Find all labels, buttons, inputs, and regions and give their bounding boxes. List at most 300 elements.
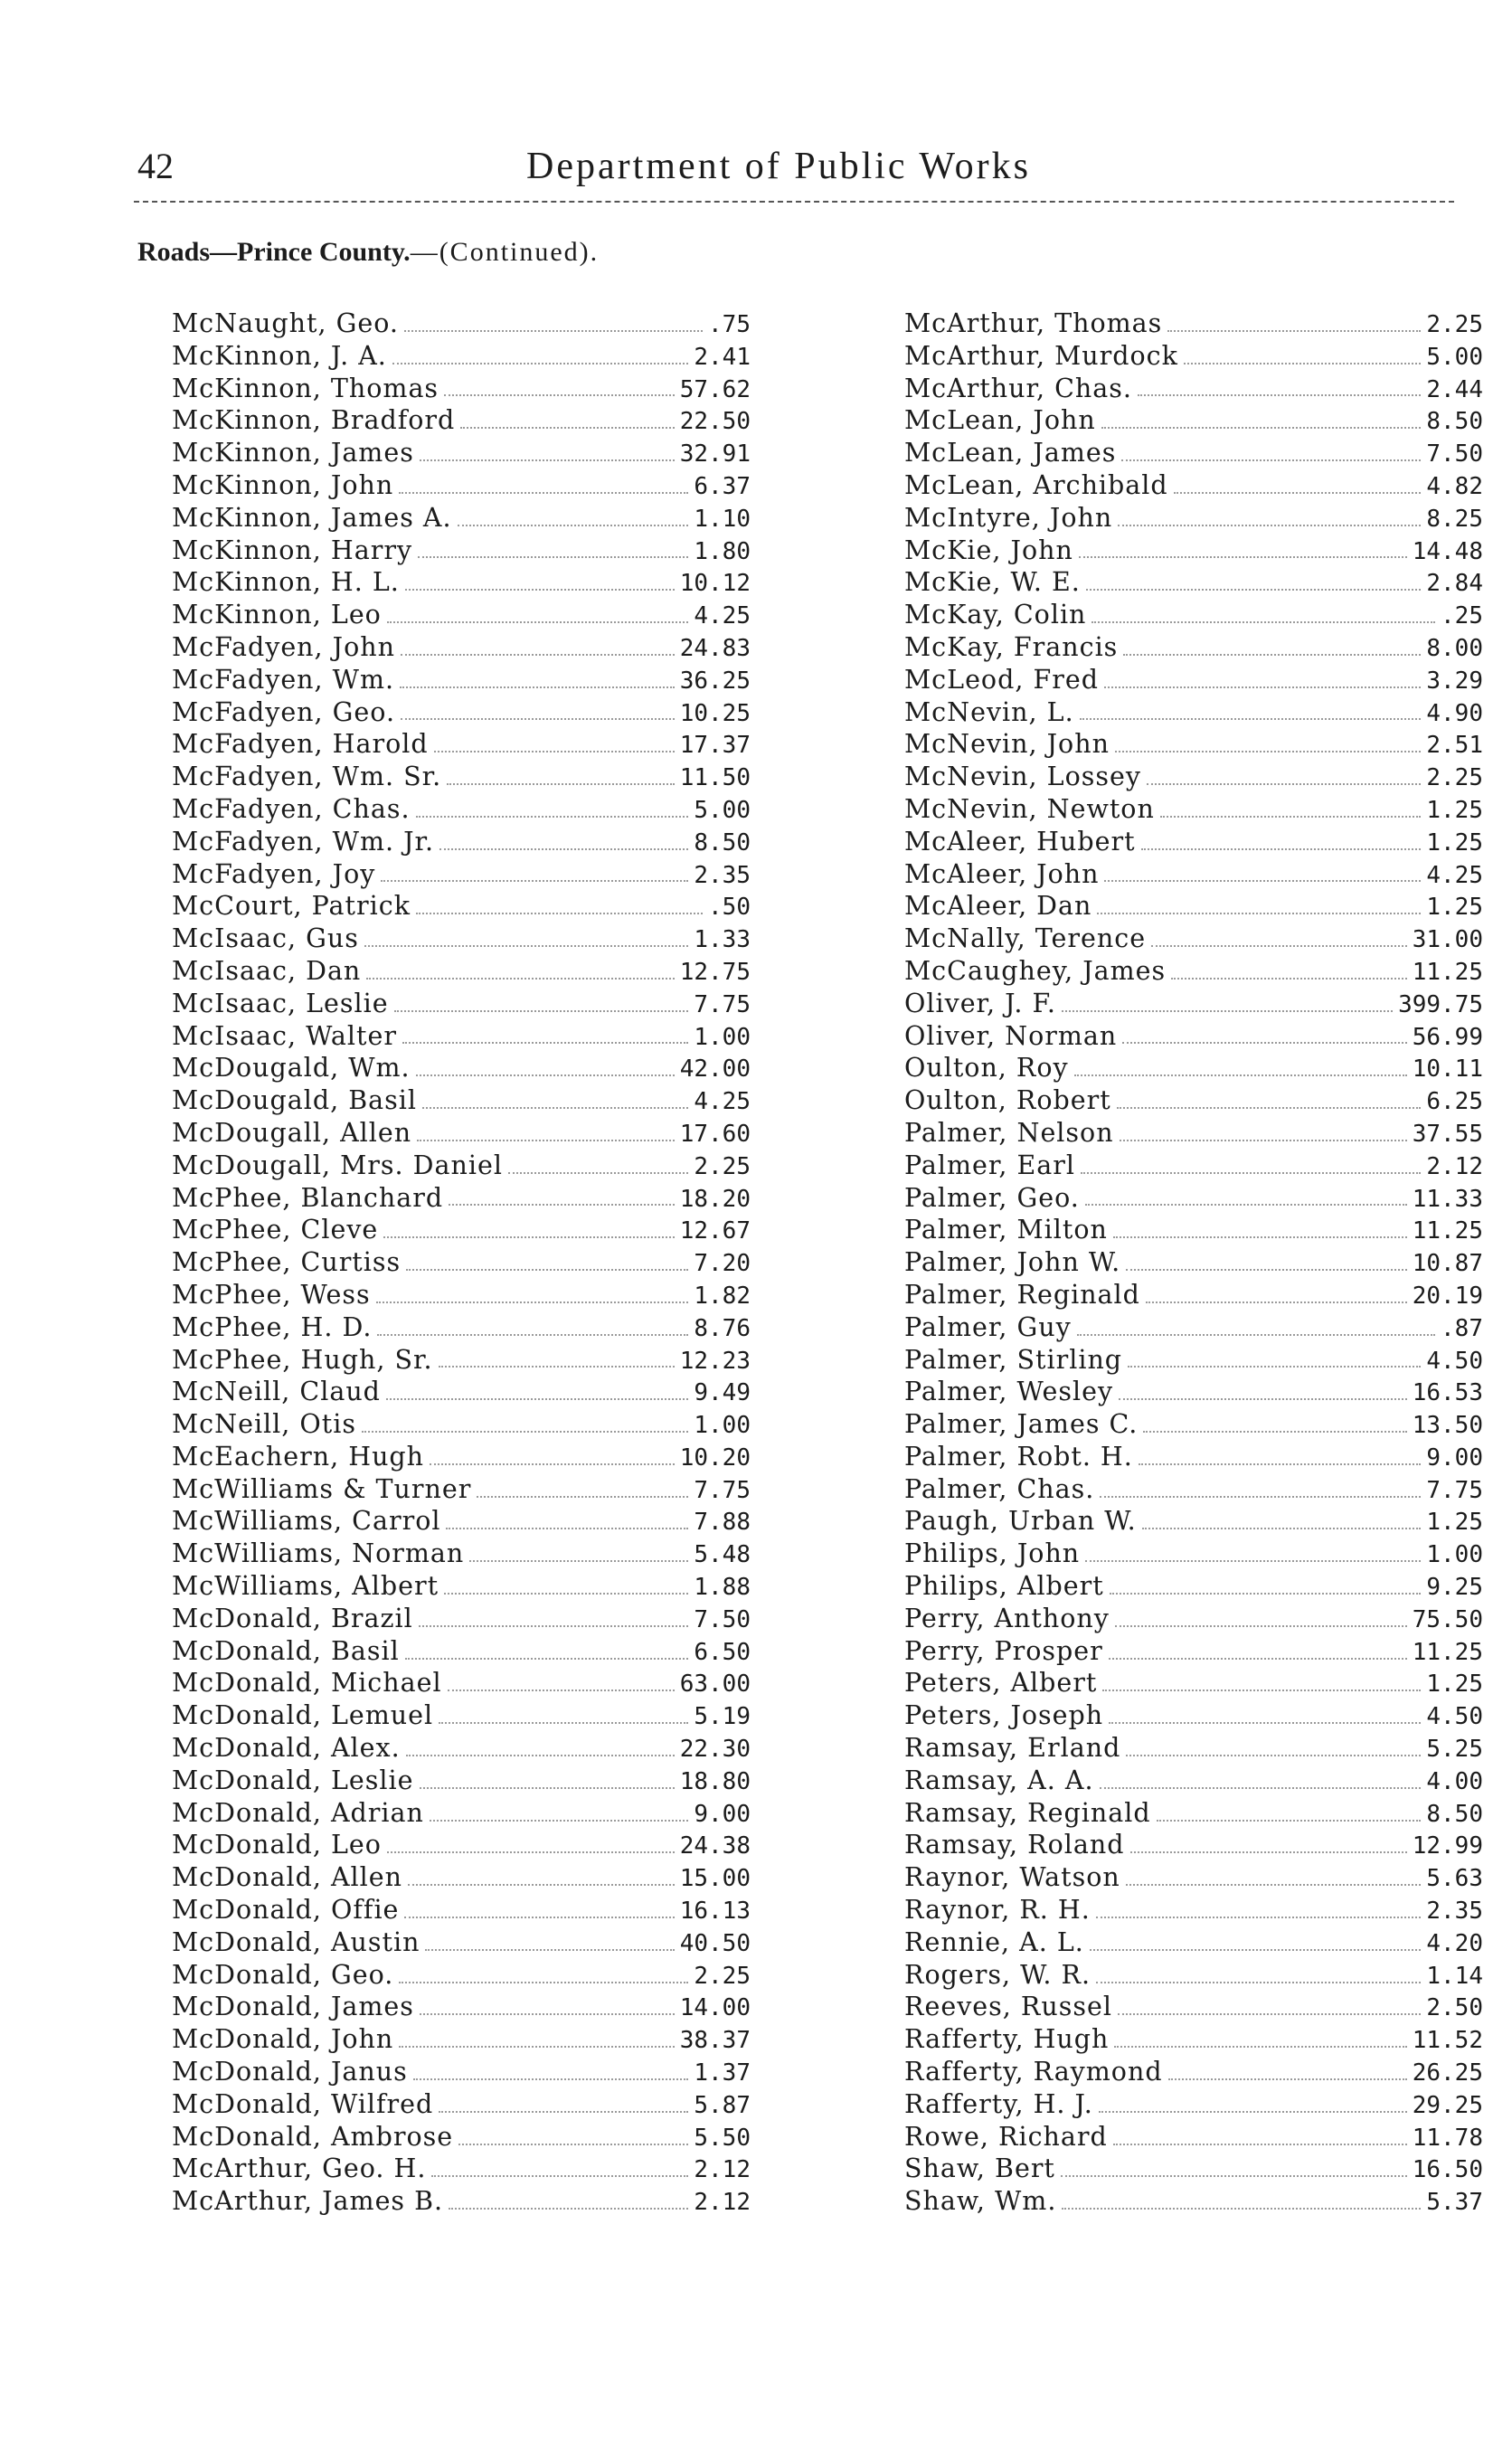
amount: .25: [1441, 602, 1483, 630]
amount: 2.35: [694, 861, 751, 889]
amount: 18.20: [679, 1185, 751, 1213]
dot-leader: [1100, 1496, 1421, 1498]
dot-leader: [399, 1982, 688, 1983]
list-item: [172, 1991, 751, 2023]
amount: 2.25: [694, 1962, 751, 1990]
dot-leader: [1130, 1851, 1407, 1853]
list-item: [172, 1603, 751, 1635]
dot-leader: [422, 1107, 688, 1109]
payee-name: McDonald, Brazil: [172, 1603, 413, 1633]
list-item: [172, 923, 751, 955]
payee-name: Peters, Joseph: [904, 1700, 1104, 1731]
list-item: [172, 1699, 751, 1732]
payee-name: McPhee, Curtiss: [172, 1247, 402, 1278]
amount: 1.10: [694, 505, 751, 533]
list-item: [904, 502, 1483, 535]
list-item: [904, 2153, 1483, 2185]
amount: 8.00: [1426, 634, 1483, 662]
list-item: [172, 761, 751, 793]
list-item: [904, 2088, 1483, 2121]
list-item: [904, 1861, 1483, 1894]
dot-leader: [394, 1010, 689, 1012]
dot-leader: [404, 330, 703, 332]
list-item: [172, 1667, 751, 1699]
amount: 63.00: [679, 1671, 751, 1699]
amount: 12.67: [679, 1217, 751, 1245]
payee-name: McKinnon, Bradford: [172, 405, 456, 436]
amount: 29.25: [1412, 2091, 1483, 2119]
payee-name: McDonald, Wilfred: [172, 2088, 434, 2119]
amount: 8.25: [1426, 505, 1483, 533]
payee-name: McKinnon, James A.: [172, 502, 452, 533]
payee-name: McNaught, Geo.: [172, 308, 399, 338]
dot-leader: [449, 1204, 675, 1206]
payee-name: Philips, John: [904, 1538, 1081, 1569]
list-item: [172, 696, 751, 729]
dot-leader: [1120, 1140, 1407, 1141]
list-item: [172, 1926, 751, 1959]
dot-leader: [444, 1593, 688, 1595]
payee-name: McFadyen, Geo.: [172, 696, 396, 727]
list-item: [904, 1538, 1483, 1570]
dot-leader: [1099, 2111, 1407, 2113]
payee-name: McArthur, Geo. H.: [172, 2153, 427, 2184]
amount: 16.13: [679, 1898, 751, 1926]
dot-leader: [1126, 1269, 1406, 1271]
dot-leader: [1119, 1398, 1407, 1400]
dot-leader: [399, 2046, 674, 2048]
payee-name: Philips, Albert: [904, 1571, 1104, 1602]
list-item: [904, 1344, 1483, 1377]
payee-name: McWilliams & Turner: [172, 1473, 472, 1504]
dot-leader: [406, 1755, 675, 1756]
amount: 5.50: [694, 2124, 751, 2152]
amount: 12.23: [679, 1347, 751, 1375]
dot-leader: [448, 1690, 675, 1691]
amount: 1.80: [694, 537, 751, 565]
amount: 2.35: [1426, 1898, 1483, 1926]
page-number: 42: [137, 146, 174, 186]
payee-name: McIsaac, Dan: [172, 955, 362, 986]
payee-name: McAleer, John: [904, 858, 1100, 889]
dot-leader: [1085, 1560, 1421, 1562]
section-title: [137, 237, 599, 268]
payee-name: Rafferty, H. J.: [904, 2088, 1093, 2119]
list-item: [172, 1214, 751, 1246]
payee-name: McIsaac, Leslie: [172, 988, 389, 1018]
payee-name: Perry, Prosper: [904, 1635, 1103, 1666]
list-item: [904, 2023, 1483, 2056]
list-item: [172, 2153, 751, 2185]
payee-name: Palmer, John W.: [904, 1247, 1121, 1278]
payee-name: McFadyen, Chas.: [172, 793, 411, 824]
amount: 6.37: [694, 472, 751, 500]
amount: 2.50: [1426, 1994, 1483, 2022]
amount: 4.20: [1426, 1929, 1483, 1957]
payee-name: McLean, James: [904, 438, 1117, 469]
amount: 7.75: [694, 990, 751, 1018]
amount: 36.25: [679, 667, 751, 695]
amount: 40.50: [679, 1929, 751, 1957]
amount: 12.99: [1412, 1832, 1483, 1860]
list-item: [172, 793, 751, 826]
payee-name: McFadyen, Wm.: [172, 664, 395, 695]
dot-leader: [1147, 783, 1421, 785]
payee-name: Oliver, Norman: [904, 1020, 1118, 1051]
payee-name: Ramsay, Reginald: [904, 1797, 1151, 1828]
dot-leader: [1090, 1949, 1422, 1951]
dot-leader: [430, 1820, 688, 1822]
amount: 10.12: [679, 570, 751, 598]
amount: 1.25: [1426, 796, 1483, 824]
dot-leader: [1110, 1593, 1422, 1595]
dot-leader: [392, 363, 689, 364]
list-item: [904, 2185, 1483, 2218]
payee-name: McFadyen, Joy: [172, 858, 376, 889]
amount: 20.19: [1412, 1282, 1483, 1310]
list-item: [904, 1020, 1483, 1053]
amount: 2.25: [1426, 764, 1483, 792]
payee-name: McKinnon, James: [172, 438, 414, 469]
dot-leader: [1168, 2078, 1407, 2080]
list-item: [172, 988, 751, 1020]
dot-leader: [469, 1560, 688, 1562]
list-item: [172, 728, 751, 761]
list-item: [904, 1150, 1483, 1182]
amount: 11.50: [679, 764, 751, 792]
list-item: [172, 2185, 751, 2218]
dot-leader: [1081, 1172, 1421, 1174]
amount: 1.37: [694, 2059, 751, 2087]
list-item: [172, 1052, 751, 1084]
payee-name: McKay, Francis: [904, 631, 1119, 662]
amount: 4.50: [1426, 1347, 1483, 1375]
payee-name: McFadyen, Harold: [172, 729, 429, 760]
list-item: [904, 599, 1483, 631]
list-item: [904, 1570, 1483, 1603]
list-item: [904, 1635, 1483, 1668]
list-item: [172, 955, 751, 988]
dot-leader: [418, 556, 688, 558]
list-item: [172, 469, 751, 502]
amount: 1.14: [1426, 1962, 1483, 1990]
dot-leader: [1146, 1301, 1407, 1303]
payee-name: Rowe, Richard: [904, 2121, 1108, 2152]
amount: 2.25: [1426, 311, 1483, 338]
section-heading: Roads—Prince County.: [137, 237, 411, 267]
list-item: [172, 1570, 751, 1603]
list-item: [904, 1246, 1483, 1279]
amount: 7.88: [694, 1509, 751, 1537]
list-item: [904, 1311, 1483, 1344]
dot-leader: [1079, 556, 1407, 558]
dot-leader: [1100, 1787, 1422, 1789]
dot-leader: [1109, 1658, 1407, 1660]
payee-name: McDonald, Offie: [172, 1895, 400, 1926]
dot-leader: [1142, 1528, 1422, 1529]
payee-name: McDougald, Basil: [172, 1085, 418, 1116]
dot-leader: [1114, 2046, 1406, 2048]
dot-leader: [381, 880, 688, 882]
list-item: [904, 1279, 1483, 1311]
list-item: [172, 2121, 751, 2153]
payee-name: Palmer, James C.: [904, 1409, 1139, 1440]
page-title: Department of Public Works: [526, 146, 1031, 187]
list-item: [904, 728, 1483, 761]
payee-name: McDonald, Ambrose: [172, 2121, 454, 2152]
list-item: [172, 1538, 751, 1570]
list-item: [172, 1797, 751, 1830]
list-item: [172, 664, 751, 696]
dot-leader: [444, 394, 675, 396]
dot-leader: [1160, 816, 1422, 818]
dot-leader: [419, 1625, 689, 1627]
amount: 17.60: [679, 1120, 751, 1148]
payee-name: McKie, John: [904, 535, 1073, 565]
dot-leader: [439, 1722, 688, 1724]
amount: 16.50: [1412, 2156, 1483, 2184]
payee-name: Palmer, Geo.: [904, 1182, 1080, 1213]
dot-leader: [1118, 525, 1421, 526]
continued-label: —(Continued).: [410, 237, 600, 267]
dot-leader: [1086, 589, 1422, 591]
dot-leader: [404, 1917, 674, 1918]
dot-leader: [420, 2013, 675, 2015]
payee-name: McNevin, John: [904, 729, 1110, 760]
dot-leader: [508, 1172, 688, 1174]
payee-name: Palmer, Wesley: [904, 1377, 1114, 1407]
list-item: [172, 535, 751, 567]
amount: 11.78: [1412, 2124, 1483, 2152]
list-item: [904, 1829, 1483, 1861]
amount: 57.62: [679, 375, 751, 403]
payee-name: McKinnon, Harry: [172, 535, 413, 565]
dot-leader: [405, 589, 675, 591]
amount: 4.25: [694, 1088, 751, 1116]
payee-name: McDonald, Geo.: [172, 1959, 394, 1990]
dot-leader: [417, 1140, 675, 1141]
dot-leader: [1101, 427, 1422, 429]
dot-leader: [458, 525, 689, 526]
list-item: [904, 1052, 1483, 1084]
dot-leader: [1062, 1010, 1393, 1012]
amount: 2.12: [1426, 1152, 1483, 1180]
list-item: [172, 1959, 751, 1992]
dot-leader: [1128, 1366, 1421, 1368]
amount: 8.50: [694, 828, 751, 857]
list-item: [172, 1408, 751, 1441]
amount: 7.50: [1426, 440, 1483, 469]
dot-leader: [1109, 1722, 1421, 1724]
amount: 9.00: [1426, 1443, 1483, 1472]
list-item: [904, 373, 1483, 405]
dot-leader: [1080, 718, 1422, 720]
list-item: [904, 1797, 1483, 1830]
dot-leader: [1104, 880, 1421, 882]
list-item: [172, 308, 751, 340]
payee-name: McLean, John: [904, 405, 1096, 436]
payee-name: McDougall, Mrs. Daniel: [172, 1150, 503, 1180]
dot-leader: [399, 492, 688, 494]
payee-name: Palmer, Chas.: [904, 1473, 1095, 1504]
amount: 38.37: [679, 2027, 751, 2055]
amount: 5.48: [694, 1541, 751, 1569]
payee-name: McFadyen, Wm. Jr.: [172, 826, 435, 857]
amount: 22.30: [679, 1736, 751, 1764]
payee-name: McKinnon, Thomas: [172, 373, 439, 403]
list-item: [904, 1182, 1483, 1215]
amount: 8.50: [1426, 1800, 1483, 1828]
payee-name: Palmer, Reginald: [904, 1279, 1140, 1310]
dot-leader: [416, 913, 703, 914]
list-item: [904, 858, 1483, 891]
dot-leader: [362, 1431, 688, 1433]
dot-leader: [1077, 1334, 1435, 1336]
amount: 1.00: [694, 1412, 751, 1440]
amount: 4.00: [1426, 1767, 1483, 1795]
list-item: [172, 373, 751, 405]
dot-leader: [1141, 848, 1422, 850]
dot-leader: [386, 1398, 688, 1400]
payee-name: McWilliams, Carrol: [172, 1506, 441, 1537]
amount: 10.20: [679, 1443, 751, 1472]
payee-name: McNeill, Claud: [172, 1377, 381, 1407]
dot-leader: [1104, 686, 1421, 688]
amount: 56.99: [1412, 1023, 1483, 1051]
payee-name: McDonald, Allen: [172, 1862, 403, 1893]
list-item: [904, 535, 1483, 567]
amount: 7.75: [694, 1476, 751, 1504]
list-item: [904, 631, 1483, 664]
amount: .87: [1441, 1314, 1483, 1342]
dot-leader: [431, 2175, 688, 2177]
payee-name: McDougall, Allen: [172, 1117, 412, 1148]
dot-leader: [1085, 1204, 1407, 1206]
payee-name: McPhee, H. D.: [172, 1311, 373, 1342]
amount: 1.00: [694, 1023, 751, 1051]
list-item: [172, 1473, 751, 1506]
list-item: [904, 664, 1483, 696]
payee-name: Rennie, A. L.: [904, 1926, 1084, 1957]
list-item: [904, 793, 1483, 826]
amount: 2.12: [694, 2156, 751, 2184]
dot-leader: [1091, 621, 1435, 623]
list-item: [904, 469, 1483, 502]
amount: 1.25: [1426, 828, 1483, 857]
amount: 2.41: [694, 343, 751, 371]
list-item: [904, 1214, 1483, 1246]
payee-name: McDonald, Alex.: [172, 1733, 401, 1764]
payee-name: McFadyen, John: [172, 631, 395, 662]
amount: 3.29: [1426, 667, 1483, 695]
list-item: [172, 1246, 751, 1279]
payee-name: Oulton, Roy: [904, 1053, 1069, 1084]
dot-leader: [376, 1301, 689, 1303]
list-item: [904, 1667, 1483, 1699]
amount: 22.50: [679, 408, 751, 436]
payee-name: McIsaac, Walter: [172, 1020, 397, 1051]
list-item: [904, 1765, 1483, 1797]
list-item: [172, 1894, 751, 1926]
payee-name: Palmer, Milton: [904, 1215, 1108, 1245]
payee-name: McLean, Archibald: [904, 469, 1168, 500]
amount: 2.25: [694, 1152, 751, 1180]
list-item: [172, 2056, 751, 2088]
amount: 5.87: [694, 2091, 751, 2119]
dot-leader: [1139, 1463, 1422, 1465]
dot-leader: [383, 1236, 674, 1238]
amount: 4.90: [1426, 699, 1483, 727]
dot-leader: [416, 1074, 675, 1076]
amount: 1.88: [694, 1574, 751, 1602]
payee-name: Palmer, Stirling: [904, 1344, 1123, 1375]
amount: 4.82: [1426, 472, 1483, 500]
payee-name: McNevin, Newton: [904, 793, 1155, 824]
list-item: [904, 1603, 1483, 1635]
amount: 2.51: [1426, 732, 1483, 760]
list-item: [904, 1732, 1483, 1765]
payee-name: Ramsay, Roland: [904, 1830, 1125, 1860]
amount: 2.44: [1426, 375, 1483, 403]
payee-name: McDonald, Leslie: [172, 1765, 414, 1795]
dot-leader: [420, 1787, 675, 1789]
list-item: [172, 1732, 751, 1765]
amount: 1.82: [694, 1282, 751, 1310]
payee-name: McNally, Terence: [904, 923, 1147, 954]
list-item: [172, 404, 751, 437]
dot-leader: [477, 1496, 688, 1498]
amount: 10.25: [679, 699, 751, 727]
dot-leader: [416, 816, 689, 818]
dot-leader: [434, 751, 675, 752]
payee-name: Palmer, Nelson: [904, 1117, 1114, 1148]
payee-name: Peters, Albert: [904, 1668, 1098, 1699]
page-header: [137, 145, 1458, 208]
amount: 9.49: [694, 1379, 751, 1407]
payee-name: McKinnon, Leo: [172, 600, 382, 630]
amount: 6.50: [694, 1638, 751, 1666]
dot-leader: [1126, 1755, 1421, 1756]
list-item: [904, 1376, 1483, 1408]
amount: 10.11: [1412, 1055, 1483, 1084]
list-item: [904, 890, 1483, 923]
payee-name: Rogers, W. R.: [904, 1959, 1091, 1990]
list-item: [904, 1084, 1483, 1117]
payee-name: Palmer, Earl: [904, 1150, 1076, 1180]
list-item: [172, 1279, 751, 1311]
dot-leader: [1102, 1690, 1421, 1691]
list-item: [172, 1344, 751, 1377]
dot-leader: [1113, 1236, 1407, 1238]
amount: 399.75: [1398, 990, 1483, 1018]
dot-leader: [406, 1269, 688, 1271]
payee-name: McDonald, John: [172, 2024, 394, 2055]
list-item: [172, 858, 751, 891]
amount: 5.00: [694, 796, 751, 824]
list-item: [904, 923, 1483, 955]
amount: 11.25: [1412, 958, 1483, 986]
amount: 26.25: [1412, 2059, 1483, 2087]
payee-name: McIsaac, Gus: [172, 923, 359, 954]
dot-leader: [364, 945, 689, 947]
dot-leader: [446, 1528, 688, 1529]
dot-leader: [413, 2078, 689, 2080]
payee-name: McCourt, Patrick: [172, 891, 411, 922]
list-item: [172, 502, 751, 535]
payee-name: McNevin, L.: [904, 696, 1074, 727]
dot-leader: [439, 1366, 675, 1368]
amount: 15.00: [679, 1865, 751, 1893]
